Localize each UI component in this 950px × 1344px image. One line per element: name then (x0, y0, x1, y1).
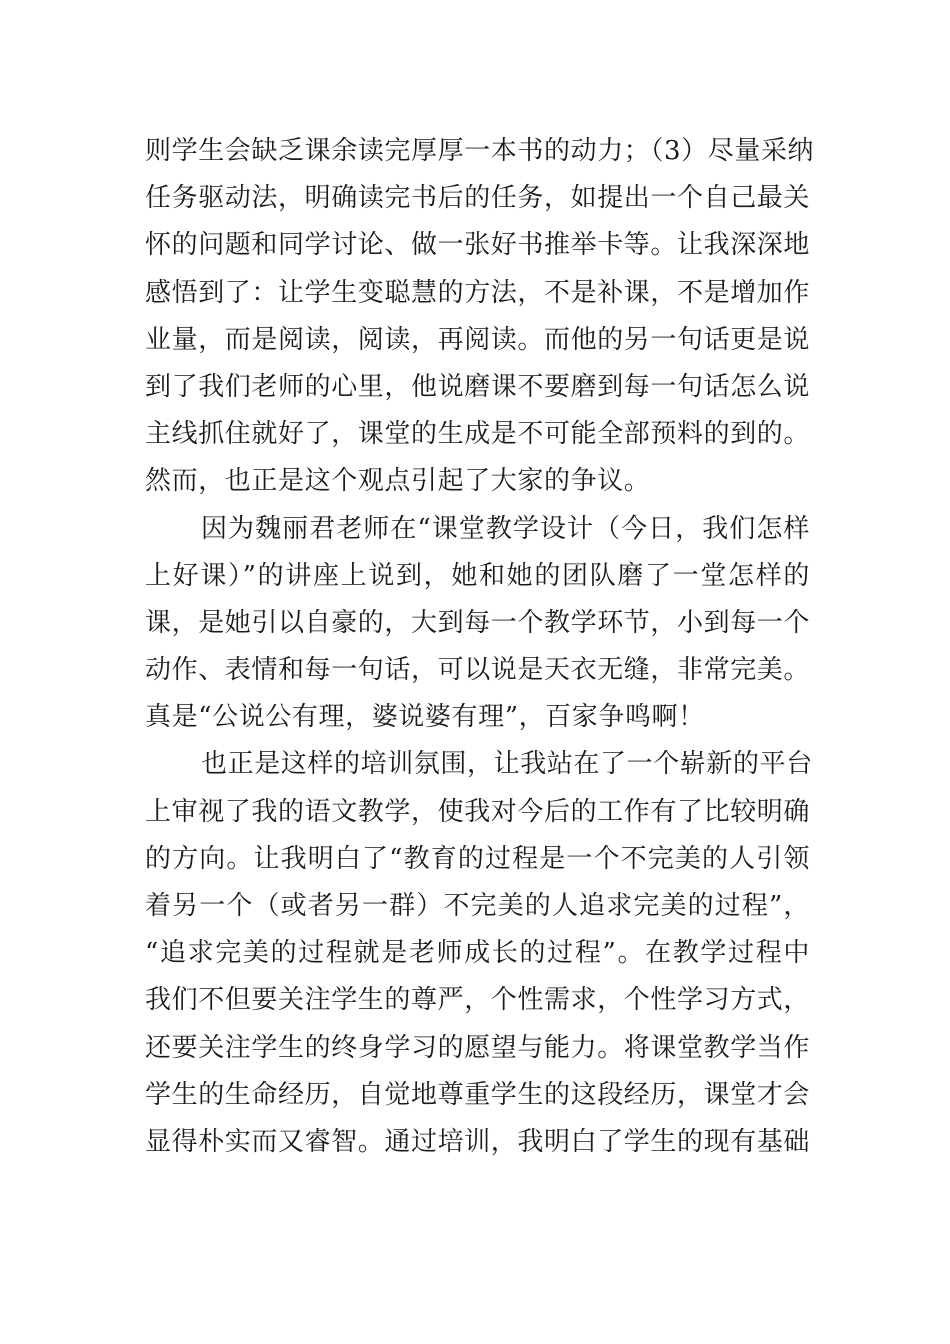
text-line: 业量，而是阅读，阅读，再阅读。而他的另一句话更是说 (145, 324, 811, 355)
text-line: 主线抓住就好了，课堂的生成是不可能全部预料的到的。 (145, 419, 811, 450)
text-line: 真是“公说公有理，婆说婆有理”，百家争鸣啊！ (145, 702, 705, 733)
text-line: 还要关注学生的终身学习的愿望与能力。将课堂教学当作 (145, 1032, 811, 1063)
text-line: 上好课）”的讲座上说到，她和她的团队磨了一堂怎样的 (145, 560, 810, 591)
text-line: 怀的问题和同学讨论、做一张好书推举卡等。让我深深地 (145, 230, 811, 261)
text-line: 则学生会缺乏课余读完厚厚一本书的动力；（3）尽量采纳 (145, 136, 815, 166)
text-line: 我们不但要关注学生的尊严，个性需求，个性学习方式， (145, 985, 811, 1016)
text-line: 因为魏丽君老师在“课堂教学设计（今日，我们怎样 (201, 513, 810, 544)
text-line: 到了我们老师的心里，他说磨课不要磨到每一句话怎么说 (145, 371, 811, 402)
text-line: 着另一个（或者另一群）不完美的人追求完美的过程”， (145, 891, 810, 921)
paragraph (145, 506, 810, 742)
text-line: 然而，也正是这个观点引起了大家的争议。 (145, 466, 651, 497)
paragraph (145, 741, 813, 1166)
text-line: 课，是她引以自豪的，大到每一个教学环节，小到每一个 (145, 607, 811, 638)
paragraph (145, 128, 815, 506)
text-line: 动作、表情和每一句话，可以说是天衣无缝，非常完美。 (145, 655, 811, 686)
text-line: 也正是这样的培训氛围，让我站在了一个崭新的平台 (201, 749, 813, 780)
text-line: 上审视了我的语文教学，使我对今后的工作有了比较明确 (145, 796, 811, 827)
text-line: 显得朴实而又睿智。通过培训，我明白了学生的现有基础 (145, 1126, 811, 1157)
text-line: 学生的生命经历，自觉地尊重学生的这段经历，课堂才会 (145, 1079, 811, 1110)
text-line: “追求完美的过程就是老师成长的过程”。在教学过程中 (145, 938, 810, 969)
text-line: 感悟到了：让学生变聪慧的方法，不是补课，不是增加作 (145, 277, 811, 308)
document-body (145, 128, 815, 1166)
text-line: 的方向。让我明白了“教育的过程是一个不完美的人引领 (145, 843, 810, 874)
text-line: 任务驱动法，明确读完书后的任务，如提出一个自己最关 (145, 183, 811, 214)
